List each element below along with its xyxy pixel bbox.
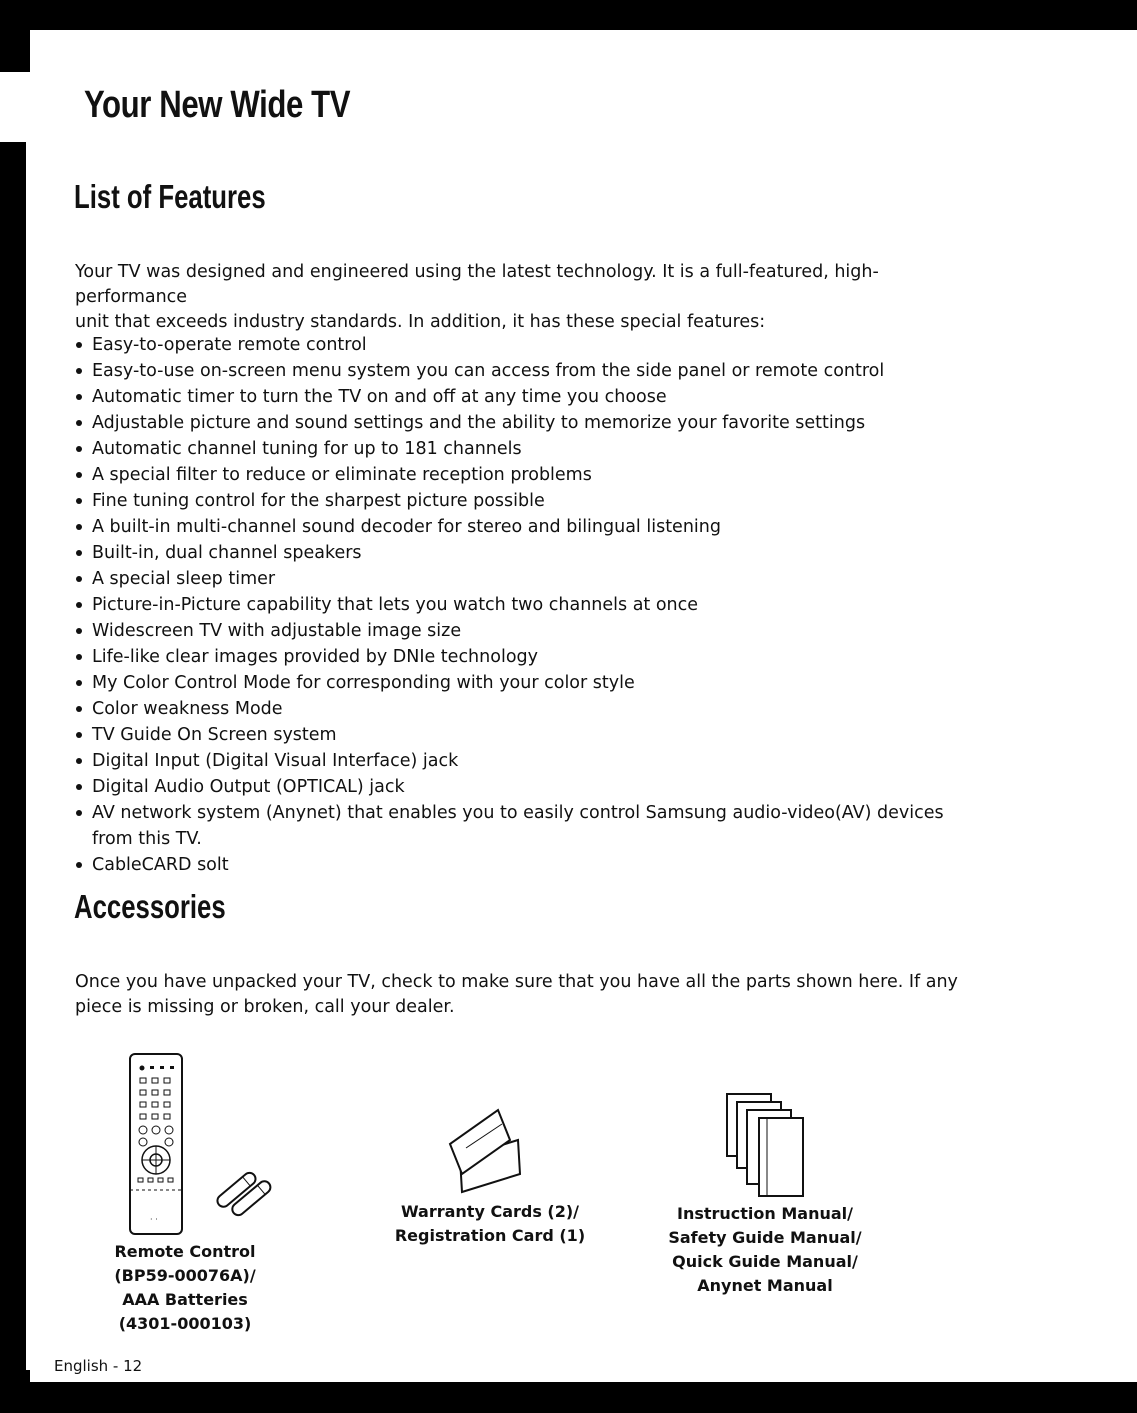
feature-item: Widescreen TV with adjustable image size <box>75 618 975 644</box>
caption-line: (BP59-00076A)/ <box>114 1266 256 1285</box>
feature-item: Easy-to-operate remote control <box>75 332 975 358</box>
caption-line: Quick Guide Manual/ <box>672 1252 858 1271</box>
warranty-cards-caption <box>380 1200 600 1248</box>
feature-item: My Color Control Mode for corresponding with your color style <box>75 670 975 696</box>
feature-item: Life-like clear images provided by DNIe technology <box>75 644 975 670</box>
svg-text:· ·: · · <box>150 1215 158 1224</box>
feature-item: CableCARD solt <box>75 852 975 878</box>
remote-control-caption <box>80 1240 290 1336</box>
features-list <box>75 332 975 878</box>
feature-item: Easy-to-use on-screen menu system you can access from the side panel or remote control <box>75 358 975 384</box>
feature-item: Built-in, dual channel speakers <box>75 540 975 566</box>
warranty-cards-icon <box>380 1100 600 1200</box>
bottom-border-bar <box>0 1382 1137 1413</box>
feature-item: Automatic channel tuning for up to 181 channels <box>75 436 975 462</box>
feature-item: Adjustable picture and sound settings and the ability to memorize your favorite settings <box>75 410 975 436</box>
feature-item: Digital Input (Digital Visual Interface) jack <box>75 748 975 774</box>
caption-line: Anynet Manual <box>697 1276 833 1295</box>
caption-line: Instruction Manual/ <box>677 1204 853 1223</box>
caption-line: Warranty Cards (2)/ <box>400 1202 580 1221</box>
feature-item: A special filter to reduce or eliminate reception problems <box>75 462 975 488</box>
accessories-heading: Accessories <box>74 888 226 925</box>
caption-line: Safety Guide Manual/ <box>668 1228 862 1247</box>
remote-control-icon <box>80 1050 290 1240</box>
feature-item: Digital Audio Output (OPTICAL) jack <box>75 774 975 800</box>
page-number: English - 12 <box>54 1357 143 1375</box>
caption-line: AAA Batteries <box>122 1290 248 1309</box>
feature-item: AV network system (Anynet) that enables you to easily control Samsung audio-video(AV) devices from this TV. <box>75 800 972 852</box>
features-heading: List of Features <box>74 178 266 215</box>
feature-item: A built-in multi-channel sound decoder for stereo and bilingual listening <box>75 514 975 540</box>
feature-item: Color weakness Mode <box>75 696 975 722</box>
feature-item: A special sleep timer <box>75 566 975 592</box>
caption-line: Remote Control <box>114 1242 256 1261</box>
accessory-manuals <box>655 1088 875 1298</box>
left-margin-bar <box>0 142 26 1370</box>
accessory-remote-control <box>80 1050 290 1336</box>
manuals-icon <box>655 1088 875 1202</box>
page-title: Your New Wide TV <box>84 84 351 126</box>
feature-item: Picture-in-Picture capability that lets you watch two channels at once <box>75 592 975 618</box>
left-border-bar <box>0 0 30 72</box>
features-intro-line-1: Your TV was designed and engineered using the latest technology. It is a full-featured, high-performance <box>75 262 879 307</box>
accessories-intro-line-2: piece is missing or broken, call your dealer. <box>75 997 455 1017</box>
features-intro <box>75 260 975 335</box>
bottom-left-tick <box>0 1370 30 1382</box>
feature-item: Fine tuning control for the sharpest picture possible <box>75 488 975 514</box>
top-border-bar <box>0 0 1137 30</box>
accessories-intro-line-1: Once you have unpacked your TV, check to make sure that you have all the parts shown here. If any <box>75 972 958 992</box>
accessories-intro <box>75 970 975 1020</box>
caption-line: Registration Card (1) <box>394 1226 586 1245</box>
feature-item: TV Guide On Screen system <box>75 722 975 748</box>
accessory-warranty-cards <box>380 1100 600 1248</box>
feature-item: Automatic timer to turn the TV on and off at any time you choose <box>75 384 975 410</box>
caption-line: (4301-000103) <box>118 1314 252 1333</box>
features-intro-line-2: unit that exceeds industry standards. In addition, it has these special features: <box>75 312 766 332</box>
manuals-caption <box>655 1202 875 1298</box>
